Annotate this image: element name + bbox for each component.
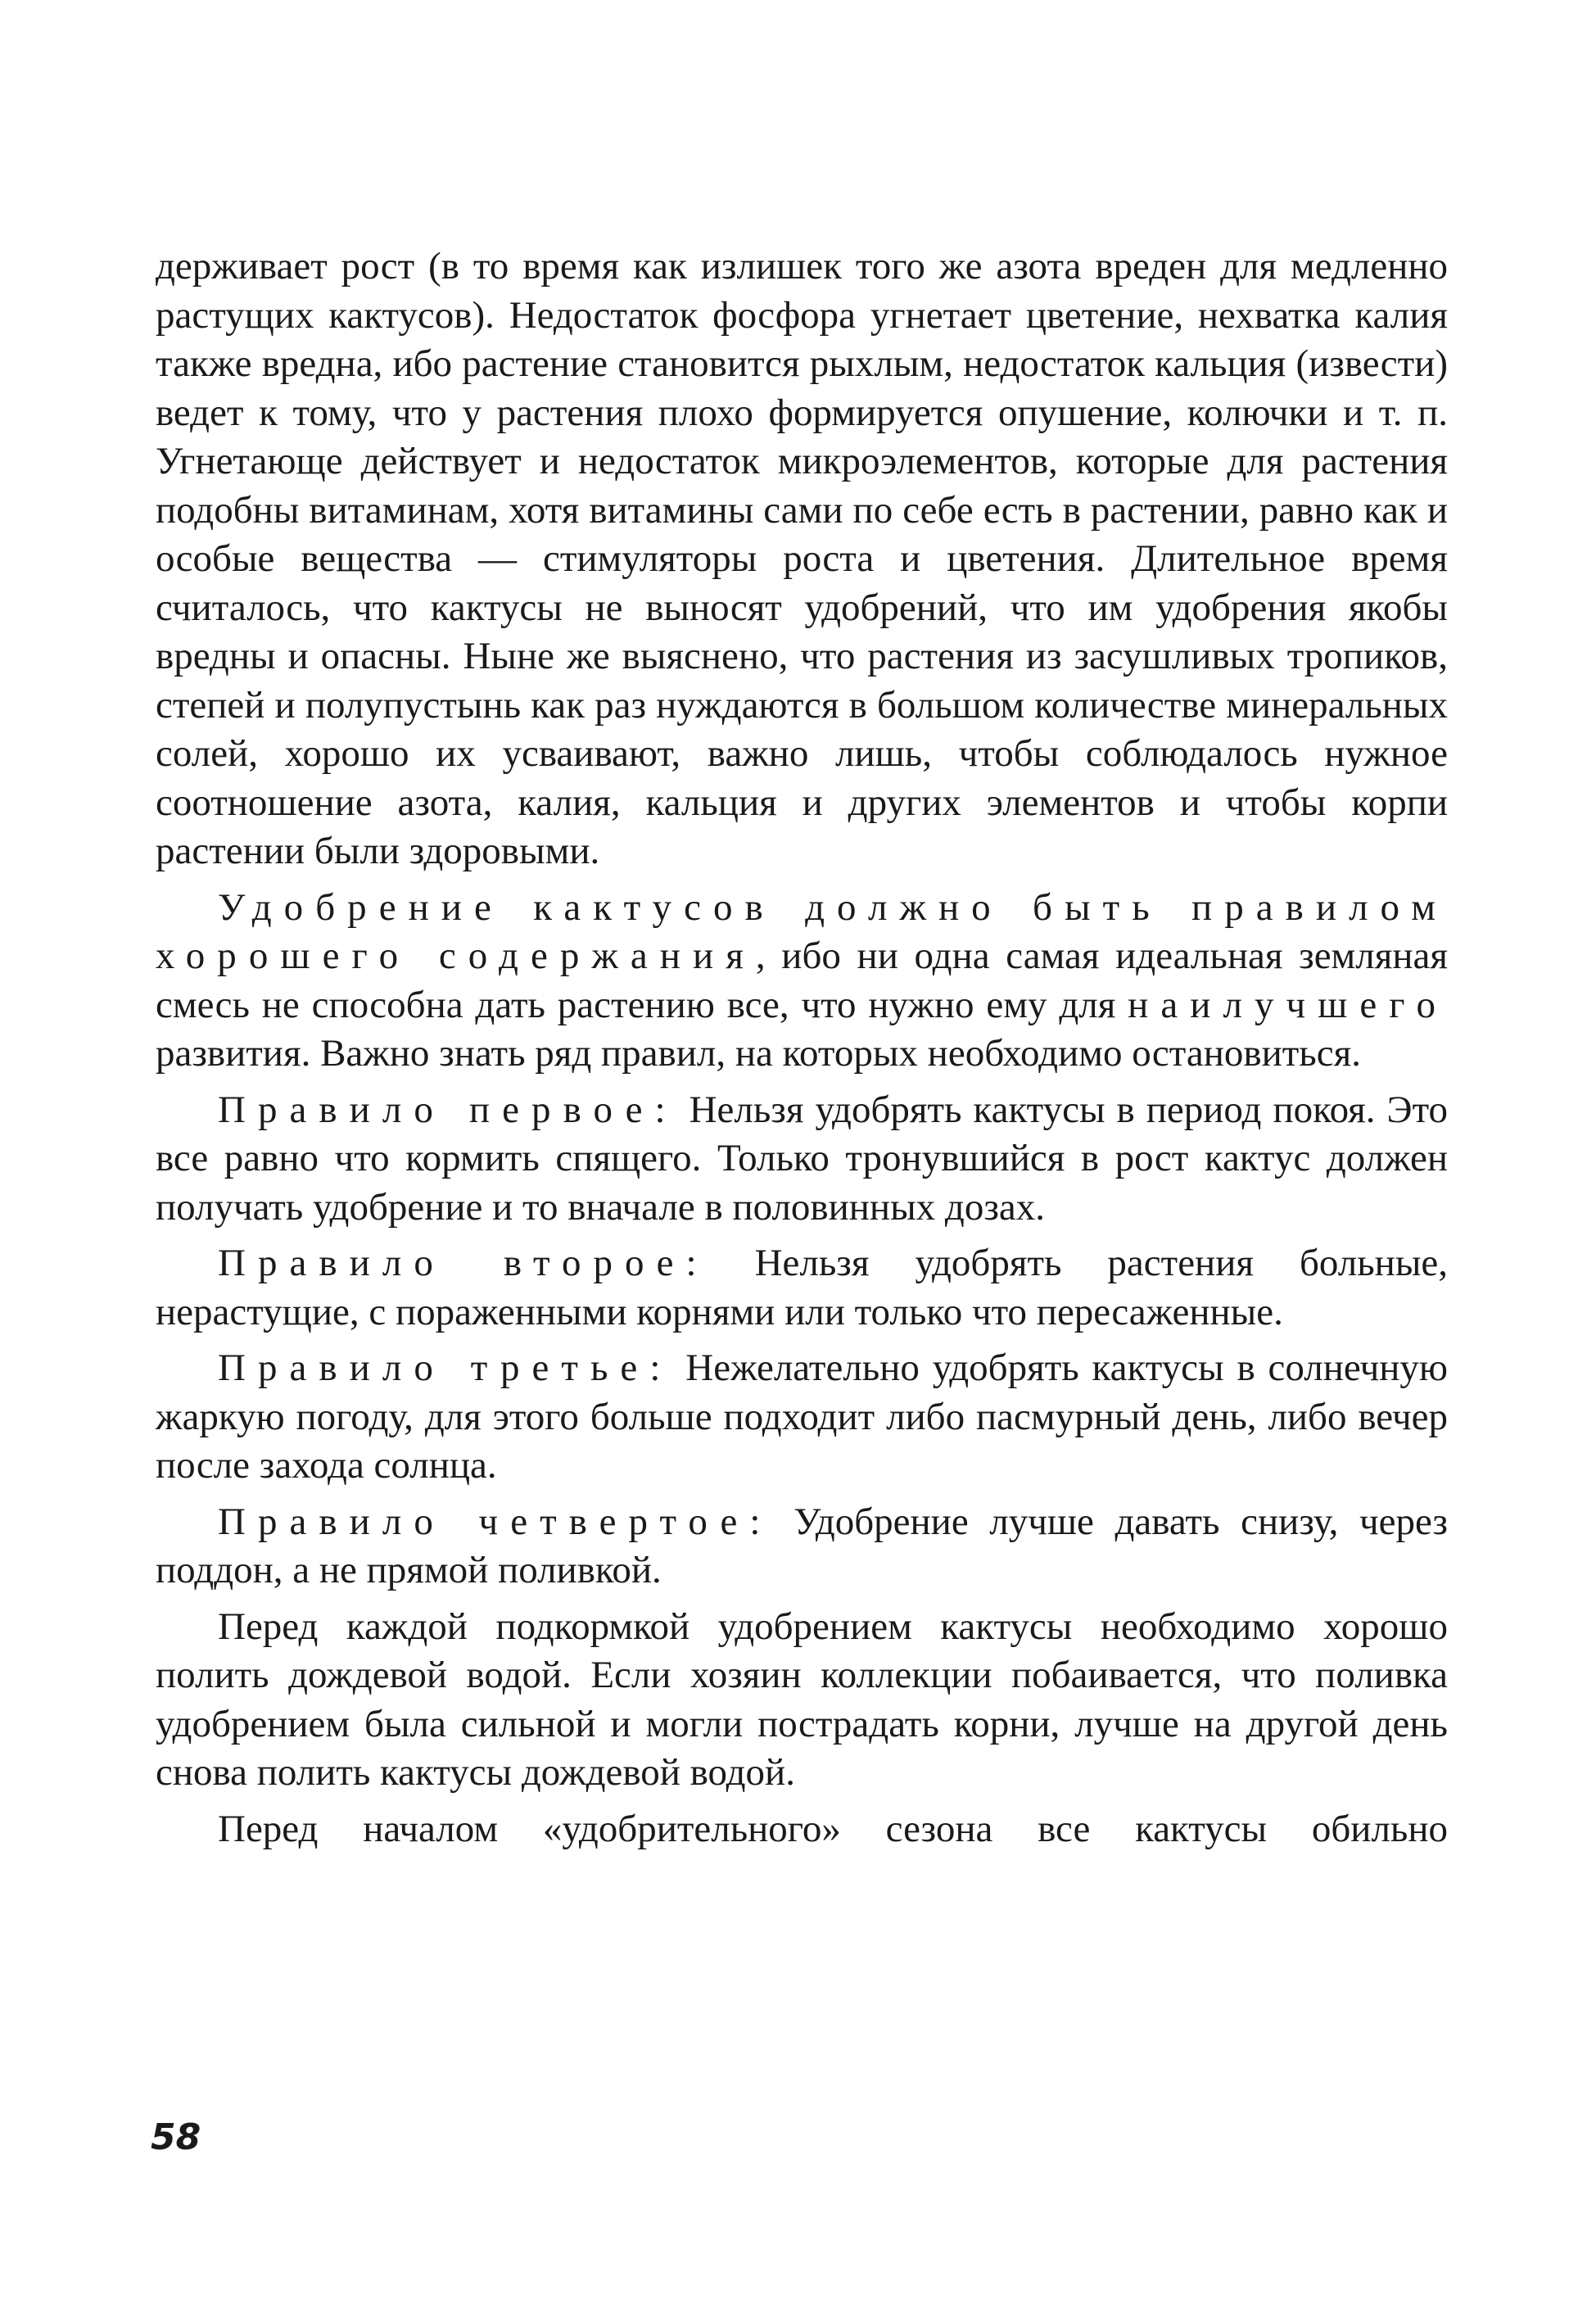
emphasized-phrase: Удобрение кактусов должно быть правилом хорошего содержания (156, 885, 1448, 977)
rule-heading: Правило четвертое: (218, 1500, 773, 1543)
paragraph-text: развития. Важно знать ряд правил, на которых необходимо остановиться. (156, 1032, 1361, 1075)
paragraph-rule-one (156, 1086, 1448, 1233)
paragraph-rule-four (156, 1498, 1448, 1596)
paragraph-watering-before (156, 1603, 1448, 1798)
paragraph-text: Нежелательно удобрять кактусы в солнечную жаркую погоду, для этого больше подходит либо пасмурный день, либо вечер после захода солнца. (156, 1347, 1448, 1487)
paragraph-text: Удобрение лучше давать снизу, через поддон, а не прямой поливкой. (156, 1500, 1448, 1591)
paragraph-text: Перед началом «удобрительного» сезона все кактусы обильно (218, 1807, 1448, 1850)
paragraph-season-start (156, 1805, 1448, 1854)
rule-heading: Правило вторoe: (218, 1242, 709, 1284)
page-number: 58 (151, 2116, 201, 2158)
paragraph-fertilizer-effects (156, 242, 1448, 876)
emphasized-word: наилучшего (1128, 983, 1448, 1026)
paragraph-text: держивает рост (в то время как излишек того же азота вреден для медленно растущих кактусов). Недостаток фосфора угнетает цветение, нехватка калия также вредна, ибо растение становится рыхлым, недостаток кальция (извести) ведет к тому, что у растения плохо формируется опушение, колючки и т. п. Угнетающе действует и недостаток микроэлементов, которые для растения подобны витаминам, хотя витамины сами по себе есть в растении, равно как и особые вещества — стимуляторы роста и цветения. Длительное время считалось, что кактусы не выносят удобрений, что им удобрения якобы вредны и опасны. Ныне же выяснено, что растения из засушливых тропиков, степей и полупустынь как раз нуждаются в большом количестве минеральных солей, хорошо их усваивают, важно лишь, чтобы соблюдалось нужное соотношение азота, калия, кальция и других элементов и чтобы корпи растении были здоровыми. (156, 245, 1448, 872)
paragraph-text: Перед каждой подкормкой удобрением кактусы необходимо хорошо полить дождевой водой. Если хозяин коллекции побаивается, что поливка удобрением была сильной и могли пострадать корни, лучше на другой день снова полить кактусы дождевой водой. (156, 1605, 1448, 1794)
rule-heading: Правило первое: (218, 1088, 678, 1131)
paragraph-text: , ибо ни одна самая идеальная земляная смесь не способна дать растению все, что нужно ему для (156, 935, 1448, 1026)
paragraph-text: Нельзя удобрять растения больные, нерастущие, с пораженными корнями или только что пересаженные. (156, 1242, 1449, 1333)
rule-heading: Правило третье: (218, 1347, 673, 1389)
paragraph-rule-two (156, 1239, 1448, 1337)
paragraph-rule-three (156, 1344, 1448, 1491)
paragraph-text: Нельзя удобрять кактусы в период покоя. Это все равно что кормить спящего. Только тронувшийся в рост кактус должен получать удобрение и то вначале в половинных дозах. (156, 1088, 1449, 1229)
body-text (156, 242, 1448, 1861)
paragraph-fertilizing-rule (156, 884, 1448, 1079)
